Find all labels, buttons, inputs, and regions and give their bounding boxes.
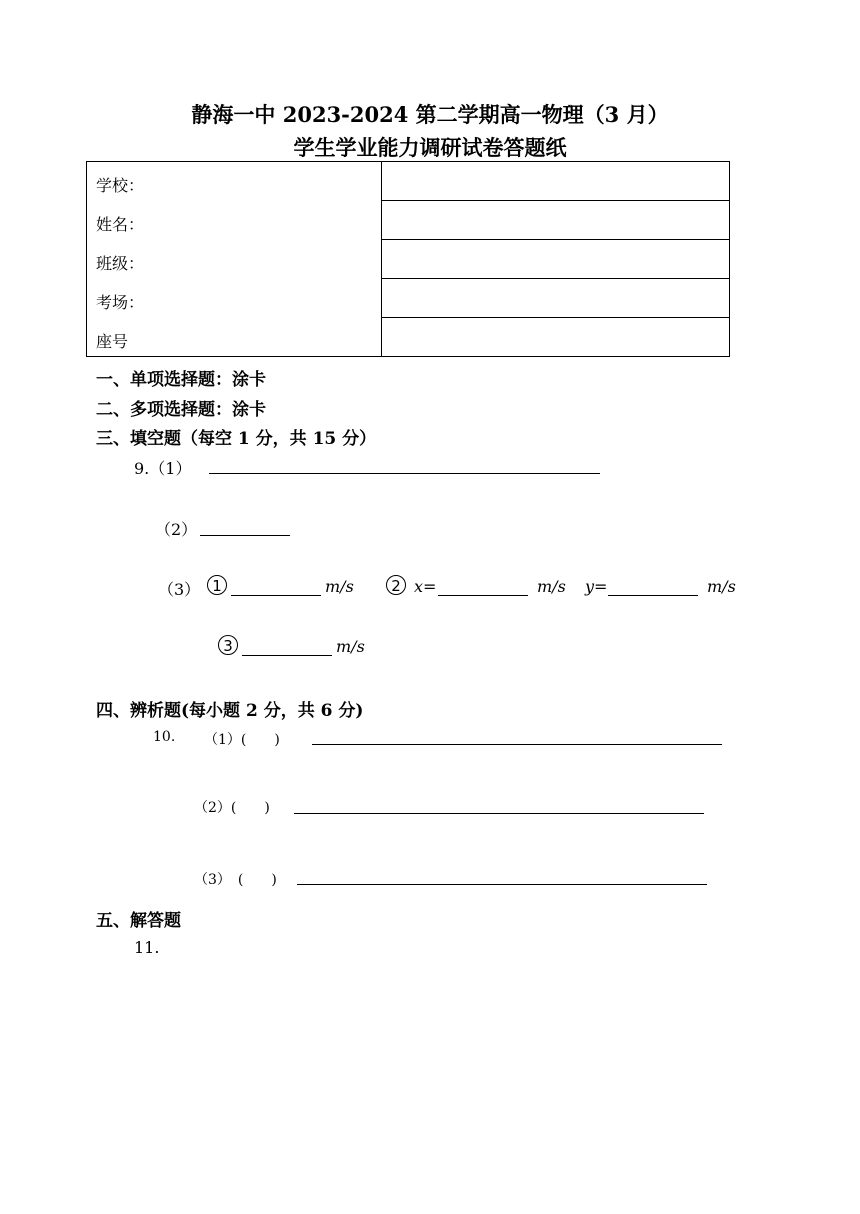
question-11-number: 11. bbox=[134, 938, 160, 957]
unit-label: m/s bbox=[325, 577, 354, 596]
info-label-column bbox=[87, 162, 382, 356]
section-heading-multi-choice: 二、多项选择题：涂卡 bbox=[96, 400, 266, 420]
answer-line-9-2 bbox=[200, 535, 290, 536]
answer-line-9-1 bbox=[209, 473, 600, 474]
info-label-name: 姓名： bbox=[96, 215, 145, 234]
info-row-divider bbox=[382, 239, 729, 240]
unit-label: m/s bbox=[336, 637, 365, 656]
circled-number-2: 2 bbox=[386, 575, 406, 595]
info-row-divider bbox=[382, 200, 729, 201]
question-9-part-1-label: 9.（1） bbox=[134, 459, 192, 478]
question-9-part-2-label: （2） bbox=[155, 520, 198, 539]
section-heading-analysis: 四、辨析题(每小题 2 分，共 6 分) bbox=[96, 701, 364, 721]
info-label-school: 学校： bbox=[96, 176, 145, 195]
question-9-part-3-label: （3） bbox=[158, 580, 201, 599]
unit-label: m/s bbox=[537, 577, 566, 596]
info-label-seat: 座号 bbox=[96, 332, 129, 351]
question-10-part-2-label: （2）( ) bbox=[194, 800, 270, 816]
question-10-number: 10. bbox=[153, 729, 176, 745]
info-label-exam-room: 考场： bbox=[96, 293, 145, 312]
student-info-table bbox=[86, 161, 730, 357]
answer-line-10-3 bbox=[297, 884, 707, 885]
answer-line-10-2 bbox=[294, 813, 704, 814]
unit-label: m/s bbox=[707, 577, 736, 596]
section-heading-single-choice: 一、单项选择题：涂卡 bbox=[96, 370, 266, 390]
answer-line-9-3-2x bbox=[438, 595, 528, 596]
info-label-class: 班级： bbox=[96, 254, 145, 273]
question-10-part-1-label: （1）( ) bbox=[204, 732, 280, 748]
circled-number-1: 1 bbox=[207, 575, 227, 595]
section-heading-fill-blank: 三、填空题（每空 1 分，共 15 分） bbox=[96, 429, 377, 449]
answer-line-9-3-1 bbox=[231, 595, 321, 596]
x-component-label: x= bbox=[414, 577, 437, 596]
y-component-label: y= bbox=[585, 577, 608, 596]
answer-line-9-3-3 bbox=[242, 655, 332, 656]
section-heading-solve: 五、解答题 bbox=[96, 911, 181, 931]
answer-line-10-1 bbox=[312, 744, 722, 745]
page-title: 静海一中 2023-2024 第二学期高一物理（3 月） bbox=[191, 102, 669, 127]
answer-line-9-3-2y bbox=[608, 595, 698, 596]
circled-number-3: 3 bbox=[218, 635, 238, 655]
info-row-divider bbox=[382, 278, 729, 279]
info-row-divider bbox=[382, 317, 729, 318]
page-subtitle: 学生学业能力调研试卷答题纸 bbox=[293, 135, 567, 160]
question-10-part-3-label: （3） ( ) bbox=[194, 872, 277, 888]
